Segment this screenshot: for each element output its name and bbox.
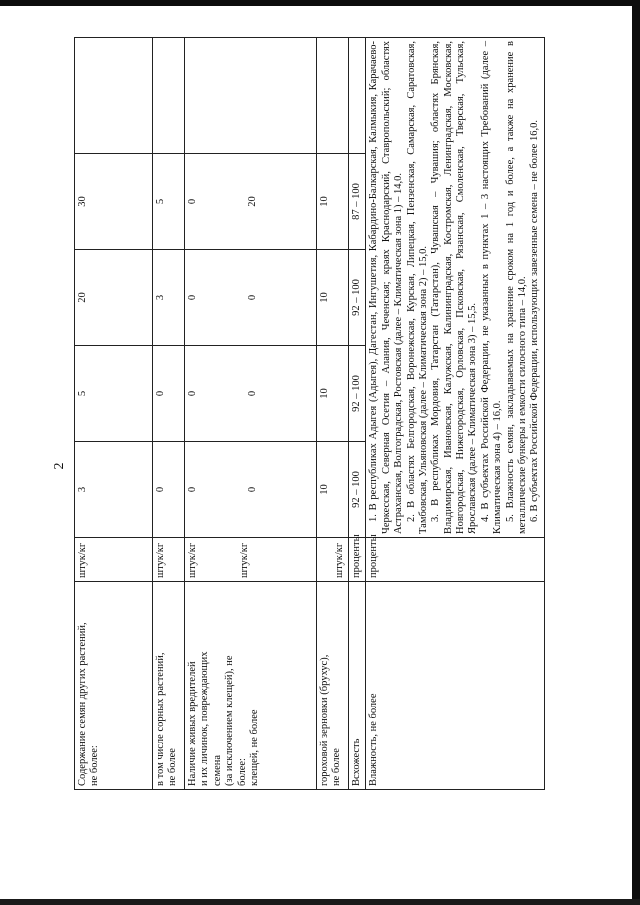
note-paragraph: 3. В республиках Мордовия, Татарстан (Татарстан), Чувашская – Чувашия; областях Брянская, Владимирская, Ивановская, Калужская, Калининградская, Костромская, Ленинградская, Московская, Новгородская, Нижегородская, Орловская, Псковская, Рязанская, Смоленская, Тверская, Тульская, Ярославская (далее – Климатическая зона 3) – 15,5.	[430, 41, 479, 534]
value-text: 0	[187, 390, 198, 397]
page-number: 2	[52, 462, 67, 470]
note-paragraph: 6. В субъектах Российской Федерации, использующих завезенные семена – не более 16,0.	[529, 120, 541, 522]
unit-cell: штук/кг	[75, 538, 153, 582]
value-cell	[185, 38, 317, 154]
row-label-line: семена	[211, 754, 223, 786]
value-cell: 5	[153, 154, 185, 250]
value-cell: 92 – 100	[349, 250, 366, 346]
unit-text: штук/кг	[187, 542, 198, 578]
value-text: 0	[247, 390, 259, 397]
scan-edge-right	[632, 0, 640, 905]
value-cell: 10	[317, 442, 349, 538]
table-row	[153, 38, 185, 790]
unit-cell	[185, 538, 317, 582]
value-cell: 3	[75, 442, 153, 538]
value-text: 0	[247, 486, 259, 493]
value-text: 0	[187, 198, 198, 205]
value-cell: 10	[317, 250, 349, 346]
row-label-line: не более	[167, 748, 179, 786]
value-cell: 10	[317, 346, 349, 442]
row-label	[153, 582, 185, 790]
value-cell	[75, 38, 153, 154]
value-text: 0	[247, 294, 259, 301]
value-cell	[153, 38, 185, 154]
scan-edge-top	[0, 0, 640, 6]
value-cell: 5	[75, 346, 153, 442]
value-cell	[317, 38, 349, 154]
note-paragraph: 4. В субъектах Российской Федерации, не указанных в пунктах 1 – 3 настоящих Требований (далее – Климатическая зона 4) – 16,0.	[479, 41, 504, 534]
table-row	[185, 38, 317, 790]
value-cell	[185, 154, 317, 250]
value-cell	[185, 250, 317, 346]
moisture-notes	[366, 38, 544, 538]
unit-cell: проценты	[349, 538, 366, 582]
unit-text: штук/кг	[239, 542, 251, 578]
row-label-line: Содержание семян других растений,	[77, 622, 88, 786]
row-label	[317, 582, 349, 790]
row-label-line: Наличие живых вредителей	[187, 661, 198, 786]
value-cell: 3	[153, 250, 185, 346]
row-label-line: и их личинок, повреждающих	[199, 651, 211, 786]
rotated-document	[74, 38, 541, 790]
row-label-line: не более	[331, 748, 343, 786]
row-label: Всхожесть	[349, 582, 366, 790]
value-cell: 92 – 100	[349, 442, 366, 538]
row-label-line: более:	[236, 758, 248, 786]
requirements-table	[74, 37, 545, 790]
value-cell: 20	[75, 250, 153, 346]
value-cell: 87 – 100	[349, 154, 366, 250]
value-cell: 10	[317, 154, 349, 250]
table-row	[349, 38, 366, 790]
row-label-line: в том числе сорных растений,	[155, 652, 166, 786]
note-paragraph: 5. Влажность семян, закладываемых на хранение сроком на 1 год и более, а также на хранение в металлические бункеры и емкости силосного типа – 14,0.	[504, 41, 528, 534]
value-cell	[349, 38, 366, 154]
value-cell	[185, 346, 317, 442]
table-row	[75, 38, 153, 790]
unit-cell: штук/кг	[317, 538, 349, 582]
row-label	[75, 582, 153, 790]
value-text: 0	[187, 486, 198, 493]
note-paragraph: 2. В областях Белгородская, Воронежская, Курская, Липецкая, Пензенская, Самарская, Саратовская, Тамбовская, Ульяновская (далее – Климатическая зона 2) – 15,0.	[405, 41, 429, 534]
value-cell: 92 – 100	[349, 346, 366, 442]
scan-edge-bottom	[0, 899, 640, 905]
note-paragraph: 1. В республиках Адыгея (Адыгея), Дагестан, Ингушетия, Кабардино-Балкарская, Калмыкия, Карачаево-Черкесская, Северная Осетия – Алания, Чеченская; краях Краснодарский, Ставропольский; областях Астраханская, Волгоградская, Ростовская (далее – Климатическая зона 1) – 14,0.	[368, 41, 405, 534]
unit-cell: штук/кг	[153, 538, 185, 582]
value-text: 0	[187, 294, 198, 301]
row-label-line: не более:	[89, 745, 101, 786]
unit-cell: проценты	[366, 538, 544, 582]
table-row	[366, 38, 544, 790]
row-label	[185, 582, 317, 790]
row-label-line: (за исключением клещей), не	[224, 655, 236, 786]
value-cell	[185, 442, 317, 538]
row-label-line: клещей, не более	[248, 709, 260, 786]
table-row	[317, 38, 349, 790]
row-label-line: гороховой зерновки (брухус),	[319, 654, 330, 786]
value-cell: 0	[153, 442, 185, 538]
value-cell: 30	[75, 154, 153, 250]
moisture-label: Влажность, не более	[366, 582, 544, 790]
value-text: 20	[247, 196, 259, 207]
value-cell: 0	[153, 346, 185, 442]
